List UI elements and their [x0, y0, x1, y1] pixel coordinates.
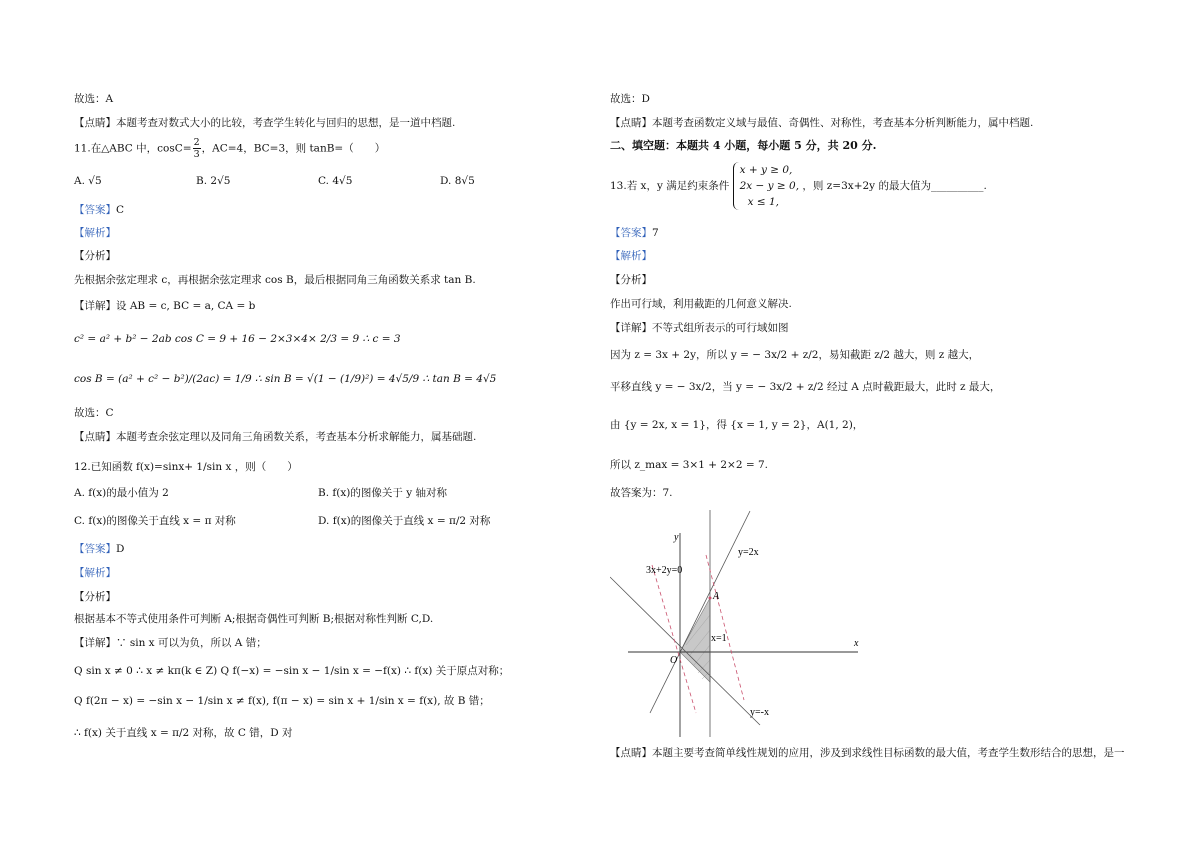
answer-line: 【答案】D	[74, 543, 125, 555]
label-x-axis: x	[854, 638, 859, 649]
label-point-a: A	[713, 591, 720, 602]
label-x-1: x=1	[711, 633, 727, 644]
equation: 因为 z = 3x + 2y，所以 y = − 3x/2 + z/2，易知截距 z/2 越大，则 z 越大，	[610, 349, 980, 361]
text-line: 【详解】不等式组所表示的可行域如图	[610, 322, 789, 334]
text-line: 作出可行域，利用截距的几何意义解决.	[610, 298, 792, 310]
option-c: C. 4√5	[318, 175, 353, 187]
fraction: $\frac{2}{3}$	[193, 137, 200, 160]
question-11: 11.在△ABC 中，cosC= $\frac{2}{3}$ ，AC=4，BC=3，则 tanB=（ ）	[74, 137, 386, 160]
text-line: 故选：D	[610, 93, 650, 105]
constraint-system: x + y ≥ 0, 2x − y ≥ 0, x ≤ 1,	[733, 162, 800, 210]
question-12: 12.已知函数 f(x)=sinx+ 1/sin x ，则（ ）	[74, 461, 298, 473]
option-a: A. f(x)的最小值为 2	[74, 487, 169, 499]
equation: c² = a² + b² − 2ab cos C = 9 + 16 − 2×3×4× 2/3 = 9 ∴ c = 3	[74, 333, 401, 345]
text-line: 故答案为：7.	[610, 487, 673, 499]
label-y-2x: y=2x	[738, 547, 759, 558]
option-d: D. 8√5	[440, 175, 475, 187]
section-heading: 二、填空题：本题共 4 小题，每小题 5 分，共 20 分.	[610, 139, 877, 152]
equation: 所以 z_max = 3×1 + 2×2 = 7.	[610, 459, 769, 471]
option-c: C. f(x)的图像关于直线 x = π 对称	[74, 515, 236, 527]
text-line: 【点睛】本题考查余弦定理以及同角三角函数关系，考查基本分析求解能力，属基础题.	[74, 431, 477, 443]
text-line: 【点睛】本题考查函数定义域与最值、奇偶性、对称性，考查基本分析判断能力，属中档题.	[610, 117, 1034, 129]
line-y-2x	[650, 511, 750, 713]
option-d: D. f(x)的图像关于直线 x = π/2 对称	[318, 515, 491, 527]
equation: ∴ f(x) 关于直线 x = π/2 对称，故 C 错，D 对	[74, 727, 293, 739]
equation: 平移直线 y = − 3x/2，当 y = − 3x/2 + z/2 经过 A 点时截距最大，此时 z 最大，	[610, 381, 1001, 393]
point-a-marker	[709, 597, 712, 600]
fenxi-tag: 【分析】	[74, 591, 116, 603]
text-line: 根据基本不等式使用条件可判断 A;根据奇偶性可判断 B;根据对称性判断 C,D.	[74, 613, 434, 625]
jiexi-tag: 【解析】	[74, 227, 116, 239]
fenxi-tag: 【分析】	[74, 250, 116, 262]
equation: cos B = (a² + c² − b²)/(2ac) = 1/9 ∴ sin B = √(1 − (1/9)²) = 4√5/9 ∴ tan B = 4√5	[74, 373, 497, 385]
option-a: A. √5	[74, 175, 102, 187]
option-b: B. 2√5	[196, 175, 231, 187]
text-line: 故选：C	[74, 407, 114, 419]
equation: Q sin x ≠ 0 ∴ x ≠ kπ(k ∈ Z) Q f(−x) = −sin x − 1/sin x = −f(x) ∴ f(x) 关于原点对称；	[74, 665, 510, 677]
jiexi-tag: 【解析】	[74, 567, 116, 579]
answer-line: 【答案】C	[74, 204, 125, 216]
line-y-neg-x	[610, 577, 760, 725]
line-through-a	[706, 555, 744, 700]
equation: Q f(2π − x) = −sin x − 1/sin x ≠ f(x), f(π − x) = sin x + 1/sin x = f(x), 故 B 错；	[74, 695, 490, 707]
feasible-region	[680, 598, 710, 682]
text-line: 先根据余弦定理求 c，再根据余弦定理求 cos B，最后根据同角三角函数关系求 tan B.	[74, 274, 476, 286]
text-line: 【点睛】本题考查对数式大小的比较，考查学生转化与回归的思想，是一道中档题.	[74, 117, 456, 129]
jiexi-tag: 【解析】	[610, 250, 652, 262]
option-b: B. f(x)的图像关于 y 轴对称	[318, 487, 447, 499]
text-line: 故选：A	[74, 93, 114, 105]
text-line: 【点睛】本题主要考查简单线性规划的应用，涉及到求线性目标函数的最大值，考查学生数形结合的思想，是一	[610, 747, 1125, 759]
text-line: 【详解】设 AB = c, BC = a, CA = b	[74, 300, 256, 312]
label-y-neg-x: y=-x	[750, 707, 769, 718]
feasible-region-graph	[610, 505, 870, 740]
answer-line: 【答案】7	[610, 227, 659, 239]
fenxi-tag: 【分析】	[610, 274, 652, 286]
question-13: 13.若 x，y 满足约束条件 x + y ≥ 0, 2x − y ≥ 0, x ≤ 1, ，则 z=3x+2y 的最大值为__________.	[610, 164, 987, 208]
equation: 由 {y = 2x, x = 1}，得 {x = 1, y = 2}，A(1, 2)，	[610, 419, 864, 431]
label-y-axis: y	[674, 532, 679, 543]
label-origin: O	[670, 655, 678, 666]
label-objective-line: 3x+2y=0	[646, 565, 683, 576]
text-line: 【详解】∵ sin x 可以为负，所以 A 错；	[74, 637, 267, 649]
